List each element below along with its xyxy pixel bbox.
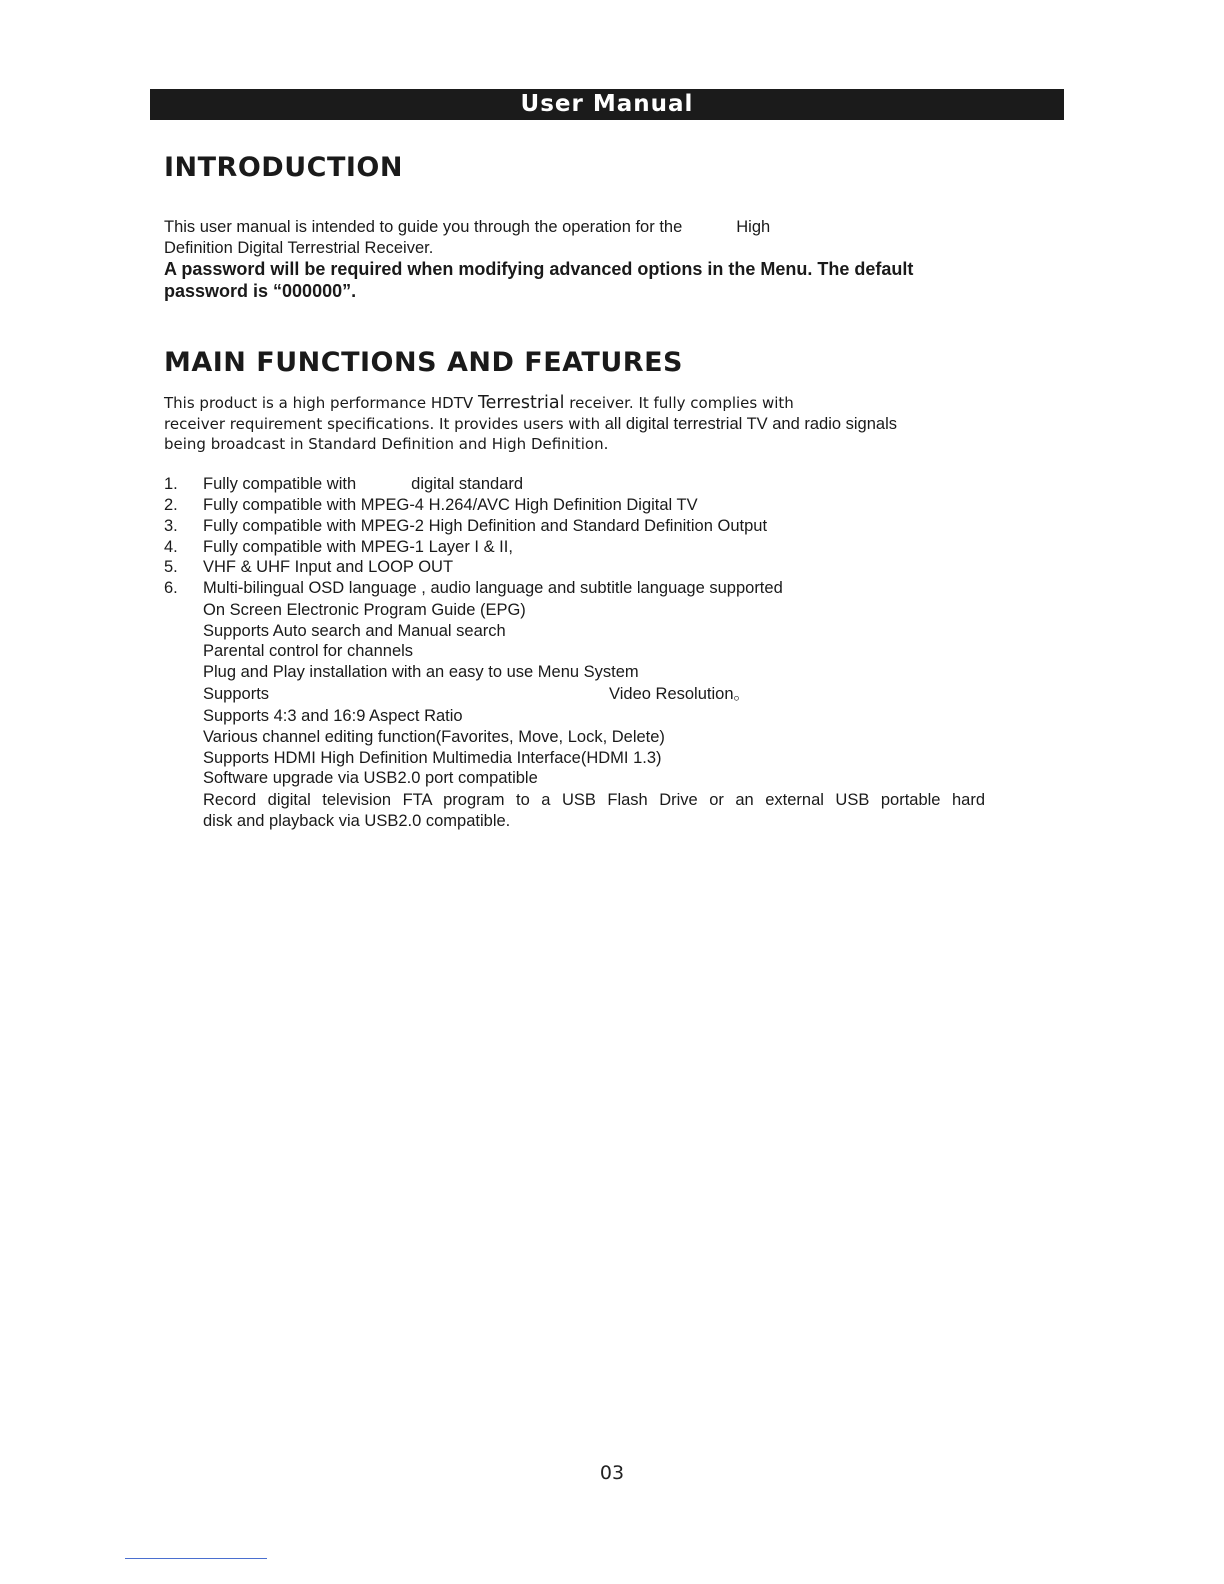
- list-number: 4.: [164, 538, 178, 556]
- list-item: On Screen Electronic Program Guide (EPG): [203, 601, 526, 619]
- list-number: 5.: [164, 558, 178, 576]
- list-item: Fully compatible with MPEG-1 Layer I & II,: [203, 538, 513, 556]
- footnote-divider: [125, 1558, 267, 1559]
- list-item: Fully compatible with MPEG-2 High Definition and Standard Definition Output: [203, 517, 768, 535]
- list-item-record-line-2: disk and playback via USB2.0 compatible.: [203, 812, 511, 830]
- list-item-1-b: digital standard: [411, 475, 524, 493]
- features-para-3-a: being broadcast in Standard Definition and High Definition: [164, 435, 604, 453]
- list-item: Fully compatible with MPEG-4 H.264/AVC High Definition Digital TV: [203, 496, 698, 514]
- list-item: [203, 474, 523, 495]
- features-para-2-b: all digital terrestrial TV and radio signals: [604, 415, 897, 433]
- list-item: Plug and Play installation with an easy to use Menu System: [203, 663, 639, 681]
- list-item-1-a: Fully compatible with: [203, 475, 357, 493]
- resolution-a: Supports: [203, 685, 270, 703]
- features-para-2-a: receiver requirement specifications. It provides users with: [164, 415, 601, 433]
- intro-line-2: Definition Digital Terrestrial Receiver.: [164, 239, 434, 257]
- header-banner: User Manual: [150, 89, 1064, 120]
- list-item-record-line-1: Record digital television FTA program to a USB Flash Drive or an external USB portable hard: [203, 791, 985, 809]
- features-para-1-a: This product is a high performance HDTV: [164, 394, 474, 412]
- features-para-1-b: Terrestrial: [477, 393, 565, 413]
- features-para-3-b: .: [603, 435, 609, 453]
- list-number: 3.: [164, 517, 178, 535]
- introduction-heading: INTRODUCTION: [164, 152, 403, 183]
- list-item: Supports Auto search and Manual search: [203, 622, 506, 640]
- list-item: Multi-bilingual OSD language , audio language and subtitle language supported: [203, 579, 783, 597]
- list-number: 1.: [164, 475, 178, 493]
- intro-line-1-b: High: [736, 218, 771, 236]
- list-item: Software upgrade via USB2.0 port compatible: [203, 769, 538, 787]
- list-item: Various channel editing function(Favorites, Move, Lock, Delete): [203, 728, 665, 746]
- resolution-b: Video Resolution。: [609, 685, 750, 703]
- list-item: Parental control for channels: [203, 642, 414, 660]
- features-para-1-c: receiver. It fully complies with: [569, 394, 794, 412]
- features-heading: MAIN FUNCTIONS AND FEATURES: [164, 347, 683, 378]
- intro-bold-line-1: A password will be required when modifying advanced options in the Menu. The default: [164, 259, 914, 279]
- intro-line-1-a: This user manual is intended to guide you through the operation for the: [164, 218, 683, 236]
- features-para-line-3: [164, 434, 608, 455]
- list-item: Supports 4:3 and 16:9 Aspect Ratio: [203, 707, 463, 725]
- intro-line-1: [164, 217, 770, 238]
- list-item: Supports HDMI High Definition Multimedia Interface(HDMI 1.3): [203, 749, 662, 767]
- features-para-line-1: [164, 393, 794, 414]
- list-number: 6.: [164, 579, 178, 597]
- list-item-resolution: [203, 684, 750, 705]
- intro-bold-line-2: password is “000000”.: [164, 281, 357, 301]
- list-item: VHF & UHF Input and LOOP OUT: [203, 558, 454, 576]
- features-para-line-2: [164, 414, 897, 435]
- list-number: 2.: [164, 496, 178, 514]
- page-number: 03: [599, 1462, 625, 1484]
